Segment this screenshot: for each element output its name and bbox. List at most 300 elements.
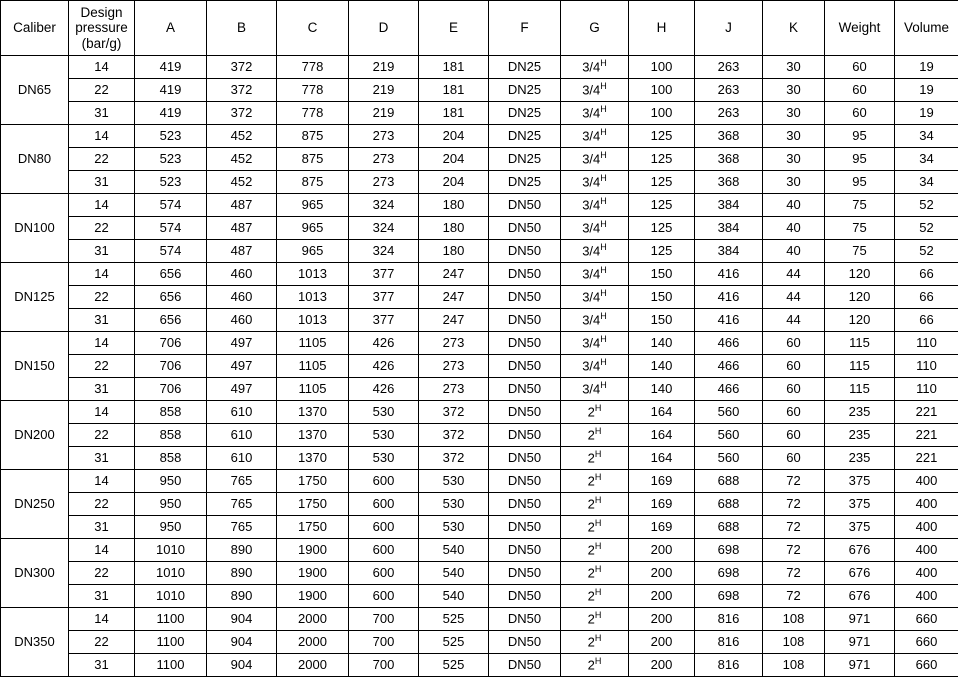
cell-a: 656 bbox=[135, 286, 207, 309]
cell-g bbox=[561, 332, 629, 355]
cell-b: 610 bbox=[207, 401, 277, 424]
cell-b: 765 bbox=[207, 516, 277, 539]
cell-a: 419 bbox=[135, 56, 207, 79]
design-pressure-cell: 22 bbox=[69, 424, 135, 447]
cell-volume: 19 bbox=[895, 56, 958, 79]
cell-weight: 120 bbox=[825, 286, 895, 309]
cell-f: DN50 bbox=[489, 263, 561, 286]
cell-e: 181 bbox=[419, 79, 489, 102]
cell-h: 100 bbox=[629, 102, 695, 125]
design-pressure-cell: 14 bbox=[69, 194, 135, 217]
table-row bbox=[1, 240, 958, 263]
cell-g-superscript: H bbox=[595, 472, 602, 482]
cell-b: 497 bbox=[207, 355, 277, 378]
cell-c: 778 bbox=[277, 56, 349, 79]
caliber-cell: DN125 bbox=[1, 263, 69, 332]
cell-h: 100 bbox=[629, 56, 695, 79]
cell-e: 204 bbox=[419, 125, 489, 148]
cell-j: 688 bbox=[695, 516, 763, 539]
cell-d: 700 bbox=[349, 608, 419, 631]
cell-e: 180 bbox=[419, 194, 489, 217]
cell-a: 1100 bbox=[135, 608, 207, 631]
cell-h: 200 bbox=[629, 608, 695, 631]
cell-g bbox=[561, 125, 629, 148]
cell-g-value: 2 bbox=[588, 450, 595, 465]
cell-e: 273 bbox=[419, 332, 489, 355]
cell-volume: 400 bbox=[895, 539, 958, 562]
design-pressure-cell: 31 bbox=[69, 102, 135, 125]
cell-c: 1370 bbox=[277, 447, 349, 470]
cell-g bbox=[561, 263, 629, 286]
cell-j: 368 bbox=[695, 171, 763, 194]
column-header-e: E bbox=[419, 1, 489, 56]
cell-c: 965 bbox=[277, 217, 349, 240]
cell-k: 60 bbox=[763, 332, 825, 355]
cell-d: 426 bbox=[349, 332, 419, 355]
cell-volume: 110 bbox=[895, 355, 958, 378]
table-row bbox=[1, 286, 958, 309]
cell-e: 247 bbox=[419, 309, 489, 332]
cell-g-superscript: H bbox=[600, 173, 607, 183]
cell-weight: 115 bbox=[825, 332, 895, 355]
cell-j: 698 bbox=[695, 585, 763, 608]
cell-h: 169 bbox=[629, 470, 695, 493]
cell-k: 30 bbox=[763, 79, 825, 102]
cell-volume: 660 bbox=[895, 608, 958, 631]
cell-volume: 19 bbox=[895, 102, 958, 125]
cell-weight: 75 bbox=[825, 240, 895, 263]
cell-c: 965 bbox=[277, 194, 349, 217]
cell-g-superscript: H bbox=[595, 495, 602, 505]
cell-e: 247 bbox=[419, 263, 489, 286]
cell-g-value: 3/4 bbox=[582, 266, 600, 281]
cell-g-value: 3/4 bbox=[582, 381, 600, 396]
cell-a: 656 bbox=[135, 309, 207, 332]
cell-c: 1750 bbox=[277, 470, 349, 493]
column-header-caliber: Caliber bbox=[1, 1, 69, 56]
cell-e: 180 bbox=[419, 240, 489, 263]
cell-g bbox=[561, 56, 629, 79]
cell-g-value: 2 bbox=[588, 404, 595, 419]
cell-h: 125 bbox=[629, 240, 695, 263]
cell-g-value: 2 bbox=[588, 519, 595, 534]
design-pressure-cell: 22 bbox=[69, 493, 135, 516]
cell-g-value: 3/4 bbox=[582, 59, 600, 74]
cell-b: 372 bbox=[207, 102, 277, 125]
cell-g bbox=[561, 631, 629, 654]
caliber-cell: DN80 bbox=[1, 125, 69, 194]
cell-g-superscript: H bbox=[600, 104, 607, 114]
cell-c: 1013 bbox=[277, 263, 349, 286]
cell-g-value: 3/4 bbox=[582, 220, 600, 235]
cell-e: 530 bbox=[419, 516, 489, 539]
cell-volume: 66 bbox=[895, 286, 958, 309]
cell-k: 44 bbox=[763, 286, 825, 309]
cell-g-value: 2 bbox=[588, 496, 595, 511]
cell-f: DN50 bbox=[489, 355, 561, 378]
cell-d: 273 bbox=[349, 125, 419, 148]
cell-g bbox=[561, 148, 629, 171]
cell-g-value: 2 bbox=[588, 657, 595, 672]
cell-b: 372 bbox=[207, 79, 277, 102]
cell-volume: 19 bbox=[895, 79, 958, 102]
cell-c: 1013 bbox=[277, 309, 349, 332]
design-pressure-cell: 14 bbox=[69, 401, 135, 424]
cell-g bbox=[561, 102, 629, 125]
cell-k: 72 bbox=[763, 493, 825, 516]
cell-a: 1010 bbox=[135, 562, 207, 585]
cell-weight: 95 bbox=[825, 148, 895, 171]
cell-g-superscript: H bbox=[595, 518, 602, 528]
table-body bbox=[1, 56, 958, 677]
cell-j: 466 bbox=[695, 355, 763, 378]
cell-e: 372 bbox=[419, 424, 489, 447]
cell-g-superscript: H bbox=[600, 150, 607, 160]
cell-g bbox=[561, 516, 629, 539]
cell-f: DN25 bbox=[489, 171, 561, 194]
cell-g-value: 2 bbox=[588, 542, 595, 557]
cell-c: 2000 bbox=[277, 631, 349, 654]
cell-j: 263 bbox=[695, 56, 763, 79]
cell-f: DN50 bbox=[489, 378, 561, 401]
cell-g-value: 3/4 bbox=[582, 335, 600, 350]
design-pressure-cell: 14 bbox=[69, 125, 135, 148]
cell-c: 965 bbox=[277, 240, 349, 263]
design-pressure-cell: 14 bbox=[69, 539, 135, 562]
cell-d: 600 bbox=[349, 470, 419, 493]
table-row bbox=[1, 585, 958, 608]
cell-j: 560 bbox=[695, 447, 763, 470]
cell-a: 706 bbox=[135, 378, 207, 401]
cell-f: DN50 bbox=[489, 332, 561, 355]
cell-volume: 660 bbox=[895, 631, 958, 654]
cell-e: 530 bbox=[419, 470, 489, 493]
cell-d: 600 bbox=[349, 539, 419, 562]
cell-h: 140 bbox=[629, 332, 695, 355]
cell-f: DN25 bbox=[489, 56, 561, 79]
cell-k: 30 bbox=[763, 171, 825, 194]
cell-f: DN25 bbox=[489, 79, 561, 102]
cell-c: 1105 bbox=[277, 355, 349, 378]
cell-c: 1105 bbox=[277, 378, 349, 401]
cell-h: 150 bbox=[629, 286, 695, 309]
cell-k: 108 bbox=[763, 608, 825, 631]
cell-c: 1013 bbox=[277, 286, 349, 309]
cell-d: 273 bbox=[349, 148, 419, 171]
cell-d: 219 bbox=[349, 102, 419, 125]
cell-k: 40 bbox=[763, 240, 825, 263]
cell-d: 273 bbox=[349, 171, 419, 194]
column-header-a: A bbox=[135, 1, 207, 56]
table-row bbox=[1, 79, 958, 102]
cell-c: 1105 bbox=[277, 332, 349, 355]
design-pressure-cell: 14 bbox=[69, 263, 135, 286]
cell-g bbox=[561, 470, 629, 493]
cell-volume: 221 bbox=[895, 447, 958, 470]
cell-k: 72 bbox=[763, 516, 825, 539]
design-pressure-cell: 31 bbox=[69, 654, 135, 677]
cell-f: DN50 bbox=[489, 539, 561, 562]
cell-h: 150 bbox=[629, 309, 695, 332]
cell-d: 324 bbox=[349, 194, 419, 217]
table-row bbox=[1, 171, 958, 194]
cell-f: DN25 bbox=[489, 102, 561, 125]
cell-f: DN50 bbox=[489, 585, 561, 608]
design-pressure-cell: 22 bbox=[69, 355, 135, 378]
table-row bbox=[1, 493, 958, 516]
cell-e: 204 bbox=[419, 171, 489, 194]
cell-j: 416 bbox=[695, 286, 763, 309]
cell-b: 452 bbox=[207, 148, 277, 171]
table-row bbox=[1, 516, 958, 539]
design-pressure-cell: 31 bbox=[69, 447, 135, 470]
cell-b: 460 bbox=[207, 263, 277, 286]
cell-d: 426 bbox=[349, 355, 419, 378]
table-row bbox=[1, 654, 958, 677]
cell-g-superscript: H bbox=[595, 564, 602, 574]
cell-b: 497 bbox=[207, 332, 277, 355]
cell-weight: 120 bbox=[825, 309, 895, 332]
cell-volume: 34 bbox=[895, 125, 958, 148]
table-row bbox=[1, 125, 958, 148]
cell-b: 452 bbox=[207, 171, 277, 194]
cell-g-value: 2 bbox=[588, 634, 595, 649]
cell-k: 72 bbox=[763, 562, 825, 585]
design-pressure-cell: 22 bbox=[69, 631, 135, 654]
table-row bbox=[1, 56, 958, 79]
cell-a: 574 bbox=[135, 217, 207, 240]
cell-f: DN50 bbox=[489, 240, 561, 263]
cell-c: 1370 bbox=[277, 424, 349, 447]
cell-f: DN50 bbox=[489, 424, 561, 447]
cell-k: 30 bbox=[763, 56, 825, 79]
cell-g-value: 3/4 bbox=[582, 289, 600, 304]
cell-g-superscript: H bbox=[600, 334, 607, 344]
cell-k: 30 bbox=[763, 125, 825, 148]
cell-k: 30 bbox=[763, 102, 825, 125]
column-header-d: D bbox=[349, 1, 419, 56]
caliber-cell: DN250 bbox=[1, 470, 69, 539]
design-pressure-cell: 14 bbox=[69, 608, 135, 631]
cell-weight: 971 bbox=[825, 631, 895, 654]
cell-g-superscript: H bbox=[595, 610, 602, 620]
cell-k: 60 bbox=[763, 401, 825, 424]
caliber-cell: DN100 bbox=[1, 194, 69, 263]
cell-h: 140 bbox=[629, 378, 695, 401]
cell-weight: 75 bbox=[825, 194, 895, 217]
cell-a: 419 bbox=[135, 102, 207, 125]
cell-weight: 120 bbox=[825, 263, 895, 286]
design-pressure-cell: 31 bbox=[69, 309, 135, 332]
cell-a: 523 bbox=[135, 148, 207, 171]
cell-volume: 221 bbox=[895, 401, 958, 424]
table-row bbox=[1, 424, 958, 447]
cell-f: DN50 bbox=[489, 631, 561, 654]
cell-c: 778 bbox=[277, 102, 349, 125]
cell-a: 523 bbox=[135, 171, 207, 194]
cell-g bbox=[561, 562, 629, 585]
cell-a: 574 bbox=[135, 194, 207, 217]
cell-g-value: 3/4 bbox=[582, 358, 600, 373]
cell-k: 72 bbox=[763, 585, 825, 608]
cell-b: 765 bbox=[207, 470, 277, 493]
cell-weight: 95 bbox=[825, 125, 895, 148]
cell-b: 610 bbox=[207, 424, 277, 447]
table-row bbox=[1, 608, 958, 631]
cell-h: 169 bbox=[629, 493, 695, 516]
cell-h: 125 bbox=[629, 217, 695, 240]
cell-b: 904 bbox=[207, 608, 277, 631]
cell-g-value: 3/4 bbox=[582, 151, 600, 166]
cell-c: 2000 bbox=[277, 654, 349, 677]
cell-e: 540 bbox=[419, 585, 489, 608]
cell-j: 698 bbox=[695, 539, 763, 562]
cell-k: 40 bbox=[763, 217, 825, 240]
design-pressure-line-3: (bar/g) bbox=[69, 36, 134, 52]
cell-volume: 66 bbox=[895, 263, 958, 286]
cell-volume: 52 bbox=[895, 194, 958, 217]
cell-volume: 221 bbox=[895, 424, 958, 447]
cell-volume: 52 bbox=[895, 217, 958, 240]
cell-d: 600 bbox=[349, 562, 419, 585]
cell-g bbox=[561, 79, 629, 102]
cell-b: 487 bbox=[207, 217, 277, 240]
design-pressure-cell: 31 bbox=[69, 171, 135, 194]
cell-e: 372 bbox=[419, 401, 489, 424]
cell-d: 219 bbox=[349, 79, 419, 102]
cell-g-superscript: H bbox=[600, 380, 607, 390]
cell-e: 247 bbox=[419, 286, 489, 309]
cell-b: 765 bbox=[207, 493, 277, 516]
cell-j: 416 bbox=[695, 263, 763, 286]
cell-a: 950 bbox=[135, 493, 207, 516]
cell-c: 875 bbox=[277, 125, 349, 148]
table-row bbox=[1, 562, 958, 585]
cell-g-superscript: H bbox=[600, 127, 607, 137]
cell-f: DN25 bbox=[489, 148, 561, 171]
table-row bbox=[1, 470, 958, 493]
column-header-weight: Weight bbox=[825, 1, 895, 56]
cell-k: 60 bbox=[763, 424, 825, 447]
cell-g-value: 2 bbox=[588, 473, 595, 488]
cell-volume: 400 bbox=[895, 516, 958, 539]
cell-c: 1370 bbox=[277, 401, 349, 424]
design-pressure-cell: 22 bbox=[69, 79, 135, 102]
cell-e: 540 bbox=[419, 539, 489, 562]
cell-g-value: 2 bbox=[588, 611, 595, 626]
table-row bbox=[1, 309, 958, 332]
cell-j: 816 bbox=[695, 608, 763, 631]
cell-weight: 235 bbox=[825, 424, 895, 447]
cell-g bbox=[561, 240, 629, 263]
table-row bbox=[1, 102, 958, 125]
cell-a: 419 bbox=[135, 79, 207, 102]
cell-g-superscript: H bbox=[595, 587, 602, 597]
cell-h: 169 bbox=[629, 516, 695, 539]
cell-k: 30 bbox=[763, 148, 825, 171]
cell-j: 384 bbox=[695, 194, 763, 217]
cell-d: 377 bbox=[349, 309, 419, 332]
cell-c: 1900 bbox=[277, 539, 349, 562]
cell-k: 72 bbox=[763, 539, 825, 562]
cell-j: 368 bbox=[695, 125, 763, 148]
cell-j: 263 bbox=[695, 79, 763, 102]
cell-h: 125 bbox=[629, 148, 695, 171]
table-row bbox=[1, 332, 958, 355]
cell-g-value: 3/4 bbox=[582, 197, 600, 212]
cell-k: 60 bbox=[763, 447, 825, 470]
cell-k: 108 bbox=[763, 631, 825, 654]
cell-g bbox=[561, 447, 629, 470]
cell-h: 140 bbox=[629, 355, 695, 378]
cell-weight: 971 bbox=[825, 654, 895, 677]
cell-d: 426 bbox=[349, 378, 419, 401]
design-pressure-cell: 31 bbox=[69, 516, 135, 539]
cell-f: DN50 bbox=[489, 309, 561, 332]
cell-c: 1900 bbox=[277, 562, 349, 585]
caliber-cell: DN350 bbox=[1, 608, 69, 677]
caliber-cell: DN150 bbox=[1, 332, 69, 401]
cell-f: DN50 bbox=[489, 562, 561, 585]
cell-weight: 676 bbox=[825, 585, 895, 608]
cell-d: 377 bbox=[349, 286, 419, 309]
design-pressure-cell: 22 bbox=[69, 217, 135, 240]
cell-k: 108 bbox=[763, 654, 825, 677]
cell-volume: 34 bbox=[895, 148, 958, 171]
column-header-g: G bbox=[561, 1, 629, 56]
cell-weight: 235 bbox=[825, 401, 895, 424]
table-row bbox=[1, 401, 958, 424]
cell-f: DN50 bbox=[489, 493, 561, 516]
cell-e: 181 bbox=[419, 102, 489, 125]
cell-weight: 95 bbox=[825, 171, 895, 194]
cell-j: 560 bbox=[695, 424, 763, 447]
cell-a: 1100 bbox=[135, 654, 207, 677]
cell-f: DN50 bbox=[489, 286, 561, 309]
design-pressure-cell: 14 bbox=[69, 56, 135, 79]
cell-volume: 66 bbox=[895, 309, 958, 332]
cell-f: DN50 bbox=[489, 608, 561, 631]
cell-g bbox=[561, 401, 629, 424]
cell-j: 368 bbox=[695, 148, 763, 171]
cell-weight: 375 bbox=[825, 470, 895, 493]
cell-weight: 971 bbox=[825, 608, 895, 631]
cell-h: 125 bbox=[629, 194, 695, 217]
cell-volume: 52 bbox=[895, 240, 958, 263]
cell-volume: 660 bbox=[895, 654, 958, 677]
cell-g-value: 3/4 bbox=[582, 174, 600, 189]
cell-e: 204 bbox=[419, 148, 489, 171]
table-header-row bbox=[1, 1, 958, 56]
cell-f: DN50 bbox=[489, 401, 561, 424]
cell-b: 610 bbox=[207, 447, 277, 470]
caliber-cell: DN300 bbox=[1, 539, 69, 608]
cell-h: 200 bbox=[629, 539, 695, 562]
cell-b: 904 bbox=[207, 654, 277, 677]
cell-f: DN50 bbox=[489, 217, 561, 240]
cell-g-superscript: H bbox=[595, 541, 602, 551]
design-pressure-cell: 22 bbox=[69, 286, 135, 309]
column-header-h: H bbox=[629, 1, 695, 56]
cell-a: 1010 bbox=[135, 539, 207, 562]
cell-d: 530 bbox=[349, 401, 419, 424]
cell-volume: 400 bbox=[895, 585, 958, 608]
cell-d: 600 bbox=[349, 585, 419, 608]
cell-volume: 400 bbox=[895, 493, 958, 516]
cell-g bbox=[561, 355, 629, 378]
cell-j: 816 bbox=[695, 654, 763, 677]
cell-k: 44 bbox=[763, 309, 825, 332]
